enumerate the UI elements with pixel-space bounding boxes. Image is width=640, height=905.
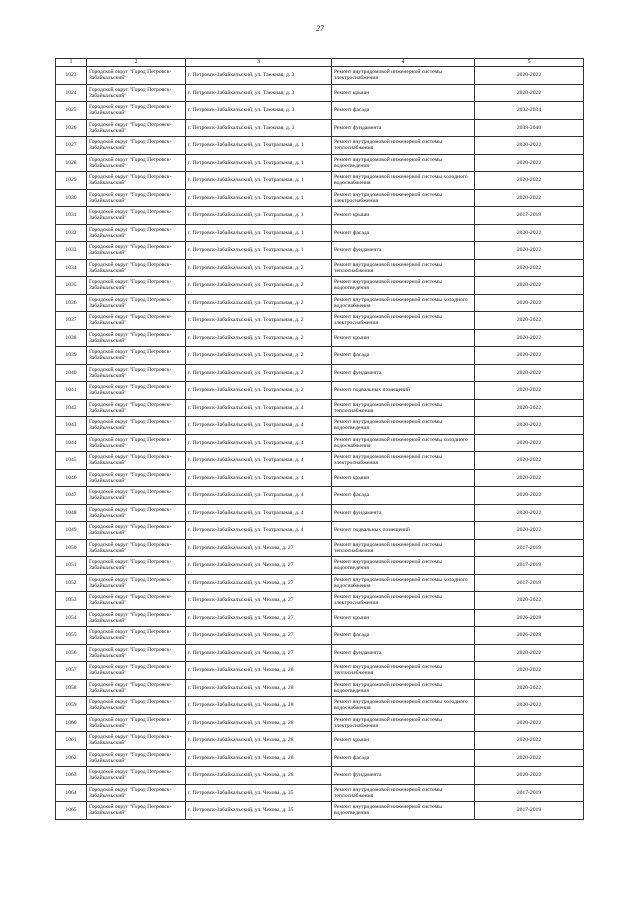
- table-row: [56, 259, 584, 277]
- address-cell: г. Петровск-Забайкальский, ул. Театральная, д. 4: [186, 452, 332, 470]
- municipality-cell: Городской округ "Город Петровск-Забайкальский": [87, 294, 186, 312]
- address-cell: г. Петровск-Забайкальский, ул. Таежная, д. 3: [186, 84, 332, 102]
- address-cell: г. Петровск-Забайкальский, ул. Театральная, д. 4: [186, 399, 332, 417]
- municipality-cell: Городской округ "Город Петровск-Забайкальский": [87, 329, 186, 347]
- period-cell: 2020-2022: [475, 767, 584, 785]
- row-number-cell: 1049: [56, 522, 87, 540]
- row-number-cell: 1057: [56, 662, 87, 680]
- municipality-cell: Городской округ "Город Петровск-Забайкальский": [87, 487, 186, 505]
- municipality-cell: Городской округ "Город Петровск-Забайкальский": [87, 312, 186, 330]
- period-cell: 2020-2022: [475, 697, 584, 715]
- table-row: [56, 102, 584, 120]
- work-type-cell: Ремонт фасада: [332, 749, 475, 767]
- period-cell: 2020-2022: [475, 662, 584, 680]
- work-type-cell: Ремонт внутридомовой инженерной системы холодного водоснабжения: [332, 434, 475, 452]
- municipality-cell: Городской округ "Город Петровск-Забайкальский": [87, 224, 186, 242]
- row-number-cell: 1062: [56, 749, 87, 767]
- municipality-cell: Городской округ "Город Петровск-Забайкальский": [87, 469, 186, 487]
- municipality-cell: Городской округ "Город Петровск-Забайкальский": [87, 662, 186, 680]
- row-number-cell: 1064: [56, 784, 87, 802]
- work-type-cell: Ремонт внутридомовой инженерной системы электроснабжения: [332, 67, 475, 85]
- work-type-cell: Ремонт фундамента: [332, 767, 475, 785]
- work-type-cell: Ремонт внутридомовой инженерной системы теплоснабжения: [332, 259, 475, 277]
- municipality-cell: Городской округ "Город Петровск-Забайкальский": [87, 784, 186, 802]
- row-number-cell: 1038: [56, 329, 87, 347]
- address-cell: г. Петровск-Забайкальский, ул. Театральная, д. 2: [186, 347, 332, 365]
- period-cell: 2020-2022: [475, 487, 584, 505]
- row-number-cell: 1043: [56, 417, 87, 435]
- municipality-cell: Городской округ "Город Петровск-Забайкальский": [87, 347, 186, 365]
- row-number-cell: 1023: [56, 67, 87, 85]
- work-type-cell: Ремонт крыши: [332, 329, 475, 347]
- period-cell: 2026-2028: [475, 609, 584, 627]
- table-row: [56, 347, 584, 365]
- row-number-cell: 1027: [56, 137, 87, 155]
- work-type-cell: Ремонт фасада: [332, 102, 475, 120]
- row-number-cell: 1031: [56, 207, 87, 225]
- table-row: [56, 312, 584, 330]
- work-type-cell: Ремонт внутридомовой инженерной системы водоотведения: [332, 679, 475, 697]
- table-row: [56, 679, 584, 697]
- address-cell: г. Петровск-Забайкальский, ул. Чехова, д. 35: [186, 784, 332, 802]
- municipality-cell: Городской округ "Город Петровск-Забайкальский": [87, 137, 186, 155]
- row-number-cell: 1039: [56, 347, 87, 365]
- work-type-cell: Ремонт фундамента: [332, 364, 475, 382]
- municipality-cell: Городской округ "Город Петровск-Забайкальский": [87, 557, 186, 575]
- period-cell: 2020-2022: [475, 329, 584, 347]
- work-type-cell: Ремонт крыши: [332, 207, 475, 225]
- address-cell: г. Петровск-Забайкальский, ул. Театральная, д. 1: [186, 224, 332, 242]
- row-number-cell: 1040: [56, 364, 87, 382]
- table-row: [56, 364, 584, 382]
- municipality-cell: Городской округ "Город Петровск-Забайкальский": [87, 697, 186, 715]
- address-cell: г. Петровск-Забайкальский, ул. Театральная, д. 4: [186, 522, 332, 540]
- period-cell: 2020-2022: [475, 504, 584, 522]
- work-type-cell: Ремонт фасада: [332, 627, 475, 645]
- address-cell: г. Петровск-Забайкальский, ул. Театральная, д. 2: [186, 294, 332, 312]
- address-cell: г. Петровск-Забайкальский, ул. Чехова, д. 28: [186, 767, 332, 785]
- address-cell: г. Петровск-Забайкальский, ул. Театральная, д. 2: [186, 259, 332, 277]
- table-row: [56, 382, 584, 400]
- table-row: [56, 644, 584, 662]
- row-number-cell: 1035: [56, 277, 87, 295]
- row-number-cell: 1026: [56, 119, 87, 137]
- period-cell: 2020-2022: [475, 224, 584, 242]
- work-type-cell: Ремонт фундамента: [332, 242, 475, 260]
- period-cell: 2020-2022: [475, 242, 584, 260]
- row-number-cell: 1052: [56, 574, 87, 592]
- table-row: [56, 154, 584, 172]
- period-cell: 2020-2022: [475, 592, 584, 610]
- row-number-cell: 1033: [56, 242, 87, 260]
- address-cell: г. Петровск-Забайкальский, ул. Театральная, д. 2: [186, 277, 332, 295]
- address-cell: г. Петровск-Забайкальский, ул. Таежная, д. 3: [186, 102, 332, 120]
- municipality-cell: Городской округ "Город Петровск-Забайкальский": [87, 259, 186, 277]
- address-cell: г. Петровск-Забайкальский, ул. Чехова, д. 28: [186, 679, 332, 697]
- address-cell: г. Петровск-Забайкальский, ул. Театральная, д. 1: [186, 137, 332, 155]
- period-cell: 2020-2022: [475, 259, 584, 277]
- period-cell: 2020-2022: [475, 364, 584, 382]
- row-number-cell: 1028: [56, 154, 87, 172]
- municipality-cell: Городской округ "Город Петровск-Забайкальский": [87, 434, 186, 452]
- table-row: [56, 714, 584, 732]
- period-cell: 2020-2022: [475, 732, 584, 750]
- municipality-cell: Городской округ "Город Петровск-Забайкальский": [87, 574, 186, 592]
- work-type-cell: Ремонт крыши: [332, 609, 475, 627]
- period-cell: 2017-2019: [475, 574, 584, 592]
- address-cell: г. Петровск-Забайкальский, ул. Чехова, д. 28: [186, 662, 332, 680]
- row-number-cell: 1053: [56, 592, 87, 610]
- work-type-cell: Ремонт фасада: [332, 347, 475, 365]
- row-number-cell: 1047: [56, 487, 87, 505]
- period-cell: 2020-2022: [475, 189, 584, 207]
- table-row: [56, 662, 584, 680]
- row-number-cell: 1046: [56, 469, 87, 487]
- column-header: 3: [186, 59, 332, 67]
- table-row: [56, 767, 584, 785]
- table-row: [56, 224, 584, 242]
- table-row: [56, 504, 584, 522]
- municipality-cell: Городской округ "Город Петровск-Забайкальский": [87, 714, 186, 732]
- work-type-cell: Ремонт фундамента: [332, 644, 475, 662]
- address-cell: г. Петровск-Забайкальский, ул. Театральная, д. 1: [186, 154, 332, 172]
- table-row: [56, 732, 584, 750]
- row-number-cell: 1041: [56, 382, 87, 400]
- work-type-cell: Ремонт внутридомовой инженерной системы теплоснабжения: [332, 399, 475, 417]
- table-row: [56, 609, 584, 627]
- address-cell: г. Петровск-Забайкальский, ул. Чехова, д. 27: [186, 644, 332, 662]
- municipality-cell: Городской округ "Город Петровск-Забайкальский": [87, 417, 186, 435]
- table-row: [56, 539, 584, 557]
- table-row: [56, 749, 584, 767]
- period-cell: 2032-2034: [475, 102, 584, 120]
- municipality-cell: Городской округ "Город Петровск-Забайкальский": [87, 67, 186, 85]
- work-type-cell: Ремонт внутридомовой инженерной системы электроснабжения: [332, 452, 475, 470]
- table-row: [56, 277, 584, 295]
- table-row: [56, 172, 584, 190]
- municipality-cell: Городской округ "Город Петровск-Забайкальский": [87, 102, 186, 120]
- table-row: [56, 137, 584, 155]
- table-row: [56, 329, 584, 347]
- work-type-cell: Ремонт внутридомовой инженерной системы холодного водоснабжения: [332, 574, 475, 592]
- table-body: [56, 67, 584, 820]
- table-row: [56, 574, 584, 592]
- period-cell: 2020-2022: [475, 679, 584, 697]
- page-number: 27: [316, 24, 324, 33]
- work-type-cell: Ремонт внутридомовой инженерной системы электроснабжения: [332, 312, 475, 330]
- table-row: [56, 84, 584, 102]
- municipality-cell: Городской округ "Город Петровск-Забайкальский": [87, 679, 186, 697]
- period-cell: 2020-2022: [475, 452, 584, 470]
- period-cell: 2020-2022: [475, 154, 584, 172]
- period-cell: 2020-2022: [475, 749, 584, 767]
- municipality-cell: Городской округ "Город Петровск-Забайкальский": [87, 382, 186, 400]
- period-cell: 2020-2022: [475, 347, 584, 365]
- period-cell: 2026-2028: [475, 627, 584, 645]
- work-type-cell: Ремонт внутридомовой инженерной системы холодного водоснабжения: [332, 697, 475, 715]
- work-type-cell: Ремонт внутридомовой инженерной системы теплоснабжения: [332, 539, 475, 557]
- work-type-cell: Ремонт внутридомовой инженерной системы электроснабжения: [332, 189, 475, 207]
- column-header: 4: [332, 59, 475, 67]
- work-type-cell: Ремонт внутридомовой инженерной системы водоотведения: [332, 154, 475, 172]
- address-cell: г. Петровск-Забайкальский, ул. Чехова, д. 28: [186, 749, 332, 767]
- municipality-cell: Городской округ "Город Петровск-Забайкальский": [87, 592, 186, 610]
- table-header-row: [56, 59, 584, 67]
- address-cell: г. Петровск-Забайкальский, ул. Театральная, д. 1: [186, 207, 332, 225]
- municipality-cell: Городской округ "Город Петровск-Забайкальский": [87, 644, 186, 662]
- period-cell: 2017-2019: [475, 539, 584, 557]
- period-cell: 2020-2022: [475, 67, 584, 85]
- municipality-cell: Городской округ "Город Петровск-Забайкальский": [87, 539, 186, 557]
- municipality-cell: Городской округ "Город Петровск-Забайкальский": [87, 189, 186, 207]
- work-type-cell: Ремонт внутридомовой инженерной системы электроснабжения: [332, 714, 475, 732]
- work-type-cell: Ремонт фундамента: [332, 504, 475, 522]
- municipality-cell: Городской округ "Город Петровск-Забайкальский": [87, 627, 186, 645]
- row-number-cell: 1059: [56, 697, 87, 715]
- period-cell: 2020-2022: [475, 137, 584, 155]
- period-cell: 2038-2040: [475, 119, 584, 137]
- row-number-cell: 1058: [56, 679, 87, 697]
- work-type-cell: Ремонт подвальных помещений: [332, 522, 475, 540]
- address-cell: г. Петровск-Забайкальский, ул. Чехова, д. 28: [186, 732, 332, 750]
- column-header: 1: [56, 59, 87, 67]
- municipality-cell: Городской округ "Город Петровск-Забайкальский": [87, 732, 186, 750]
- table-row: [56, 557, 584, 575]
- row-number-cell: 1042: [56, 399, 87, 417]
- address-cell: г. Петровск-Забайкальский, ул. Театральная, д. 4: [186, 487, 332, 505]
- table-row: [56, 242, 584, 260]
- municipality-cell: Городской округ "Город Петровск-Забайкальский": [87, 119, 186, 137]
- address-cell: г. Петровск-Забайкальский, ул. Театральная, д. 4: [186, 504, 332, 522]
- work-type-cell: Ремонт крыши: [332, 84, 475, 102]
- period-cell: 2020-2022: [475, 399, 584, 417]
- address-cell: г. Петровск-Забайкальский, ул. Таежная, д. 3: [186, 119, 332, 137]
- table-row: [56, 697, 584, 715]
- row-number-cell: 1034: [56, 259, 87, 277]
- address-cell: г. Петровск-Забайкальский, ул. Театральная, д. 1: [186, 172, 332, 190]
- works-table: [55, 58, 584, 820]
- work-type-cell: Ремонт внутридомовой инженерной системы холодного водоснабжения: [332, 172, 475, 190]
- address-cell: г. Петровск-Забайкальский, ул. Театральная, д. 2: [186, 382, 332, 400]
- address-cell: г. Петровск-Забайкальский, ул. Чехова, д. 27: [186, 627, 332, 645]
- row-number-cell: 1061: [56, 732, 87, 750]
- period-cell: 2020-2022: [475, 312, 584, 330]
- address-cell: г. Петровск-Забайкальский, ул. Театральная, д. 2: [186, 364, 332, 382]
- address-cell: г. Петровск-Забайкальский, ул. Чехова, д. 27: [186, 574, 332, 592]
- row-number-cell: 1065: [56, 802, 87, 820]
- column-header: 2: [87, 59, 186, 67]
- work-type-cell: Ремонт фасада: [332, 487, 475, 505]
- period-cell: 2020-2022: [475, 294, 584, 312]
- row-number-cell: 1045: [56, 452, 87, 470]
- row-number-cell: 1055: [56, 627, 87, 645]
- table-row: [56, 294, 584, 312]
- row-number-cell: 1032: [56, 224, 87, 242]
- period-cell: 2020-2022: [475, 714, 584, 732]
- address-cell: г. Петровск-Забайкальский, ул. Театральная, д. 4: [186, 469, 332, 487]
- address-cell: г. Петровск-Забайкальский, ул. Чехова, д. 27: [186, 609, 332, 627]
- period-cell: 2017-2019: [475, 557, 584, 575]
- table-row: [56, 522, 584, 540]
- period-cell: 2020-2022: [475, 469, 584, 487]
- address-cell: г. Петровск-Забайкальский, ул. Театральная, д. 4: [186, 417, 332, 435]
- row-number-cell: 1051: [56, 557, 87, 575]
- table-row: [56, 487, 584, 505]
- work-type-cell: Ремонт внутридомовой инженерной системы холодного водоснабжения: [332, 294, 475, 312]
- table-row: [56, 592, 584, 610]
- address-cell: г. Петровск-Забайкальский, ул. Театральная, д. 1: [186, 189, 332, 207]
- row-number-cell: 1050: [56, 539, 87, 557]
- work-type-cell: Ремонт фундамента: [332, 119, 475, 137]
- table-row: [56, 399, 584, 417]
- municipality-cell: Городской округ "Город Петровск-Забайкальский": [87, 802, 186, 820]
- address-cell: г. Петровск-Забайкальский, ул. Театральная, д. 2: [186, 312, 332, 330]
- address-cell: г. Петровск-Забайкальский, ул. Театральная, д. 1: [186, 242, 332, 260]
- row-number-cell: 1025: [56, 102, 87, 120]
- table-row: [56, 119, 584, 137]
- row-number-cell: 1048: [56, 504, 87, 522]
- period-cell: 2020-2022: [475, 277, 584, 295]
- work-type-cell: Ремонт крыши: [332, 732, 475, 750]
- work-type-cell: Ремонт крыши: [332, 469, 475, 487]
- municipality-cell: Городской округ "Город Петровск-Забайкальский": [87, 767, 186, 785]
- period-cell: 2020-2022: [475, 382, 584, 400]
- municipality-cell: Городской округ "Город Петровск-Забайкальский": [87, 504, 186, 522]
- table-row: [56, 802, 584, 820]
- work-type-cell: Ремонт внутридомовой инженерной системы теплоснабжения: [332, 662, 475, 680]
- work-type-cell: Ремонт фасада: [332, 224, 475, 242]
- municipality-cell: Городской округ "Город Петровск-Забайкальский": [87, 242, 186, 260]
- municipality-cell: Городской округ "Город Петровск-Забайкальский": [87, 84, 186, 102]
- row-number-cell: 1030: [56, 189, 87, 207]
- address-cell: г. Петровск-Забайкальский, ул. Чехова, д. 27: [186, 592, 332, 610]
- row-number-cell: 1037: [56, 312, 87, 330]
- municipality-cell: Городской округ "Город Петровск-Забайкальский": [87, 364, 186, 382]
- column-header: 5: [475, 59, 584, 67]
- period-cell: 2020-2022: [475, 522, 584, 540]
- table-row: [56, 452, 584, 470]
- row-number-cell: 1029: [56, 172, 87, 190]
- municipality-cell: Городской округ "Город Петровск-Забайкальский": [87, 277, 186, 295]
- row-number-cell: 1056: [56, 644, 87, 662]
- address-cell: г. Петровск-Забайкальский, ул. Таежная, д. 3: [186, 67, 332, 85]
- work-type-cell: Ремонт подвальных помещений: [332, 382, 475, 400]
- work-type-cell: Ремонт внутридомовой инженерной системы водоотведения: [332, 802, 475, 820]
- period-cell: 2020-2022: [475, 84, 584, 102]
- address-cell: г. Петровск-Забайкальский, ул. Чехова, д. 28: [186, 697, 332, 715]
- table-row: [56, 784, 584, 802]
- municipality-cell: Городской округ "Город Петровск-Забайкальский": [87, 749, 186, 767]
- period-cell: 2017-2019: [475, 784, 584, 802]
- table-row: [56, 189, 584, 207]
- municipality-cell: Городской округ "Город Петровск-Забайкальский": [87, 172, 186, 190]
- row-number-cell: 1024: [56, 84, 87, 102]
- period-cell: 2020-2022: [475, 417, 584, 435]
- row-number-cell: 1044: [56, 434, 87, 452]
- address-cell: г. Петровск-Забайкальский, ул. Чехова, д. 35: [186, 802, 332, 820]
- row-number-cell: 1054: [56, 609, 87, 627]
- work-type-cell: Ремонт внутридомовой инженерной системы теплоснабжения: [332, 784, 475, 802]
- period-cell: 2020-2022: [475, 434, 584, 452]
- table-row: [56, 67, 584, 85]
- row-number-cell: 1060: [56, 714, 87, 732]
- work-type-cell: Ремонт внутридомовой инженерной системы водоотведения: [332, 417, 475, 435]
- row-number-cell: 1063: [56, 767, 87, 785]
- municipality-cell: Городской округ "Город Петровск-Забайкальский": [87, 207, 186, 225]
- period-cell: 2017-2019: [475, 802, 584, 820]
- work-type-cell: Ремонт внутридомовой инженерной системы водоотведения: [332, 277, 475, 295]
- table-row: [56, 469, 584, 487]
- period-cell: 2020-2022: [475, 644, 584, 662]
- municipality-cell: Городской округ "Город Петровск-Забайкальский": [87, 452, 186, 470]
- period-cell: 2020-2022: [475, 172, 584, 190]
- work-type-cell: Ремонт внутридомовой инженерной системы электроснабжения: [332, 592, 475, 610]
- table-row: [56, 627, 584, 645]
- table-row: [56, 207, 584, 225]
- table-row: [56, 434, 584, 452]
- table-row: [56, 417, 584, 435]
- municipality-cell: Городской округ "Город Петровск-Забайкальский": [87, 609, 186, 627]
- address-cell: г. Петровск-Забайкальский, ул. Театральная, д. 2: [186, 329, 332, 347]
- municipality-cell: Городской округ "Город Петровск-Забайкальский": [87, 399, 186, 417]
- municipality-cell: Городской округ "Город Петровск-Забайкальский": [87, 154, 186, 172]
- row-number-cell: 1036: [56, 294, 87, 312]
- work-type-cell: Ремонт внутридомовой инженерной системы водоотведения: [332, 557, 475, 575]
- address-cell: г. Петровск-Забайкальский, ул. Чехова, д. 27: [186, 539, 332, 557]
- address-cell: г. Петровск-Забайкальский, ул. Чехова, д. 27: [186, 557, 332, 575]
- address-cell: г. Петровск-Забайкальский, ул. Театральная, д. 4: [186, 434, 332, 452]
- address-cell: г. Петровск-Забайкальский, ул. Чехова, д. 28: [186, 714, 332, 732]
- period-cell: 2017-2019: [475, 207, 584, 225]
- work-type-cell: Ремонт внутридомовой инженерной системы теплоснабжения: [332, 137, 475, 155]
- municipality-cell: Городской округ "Город Петровск-Забайкальский": [87, 522, 186, 540]
